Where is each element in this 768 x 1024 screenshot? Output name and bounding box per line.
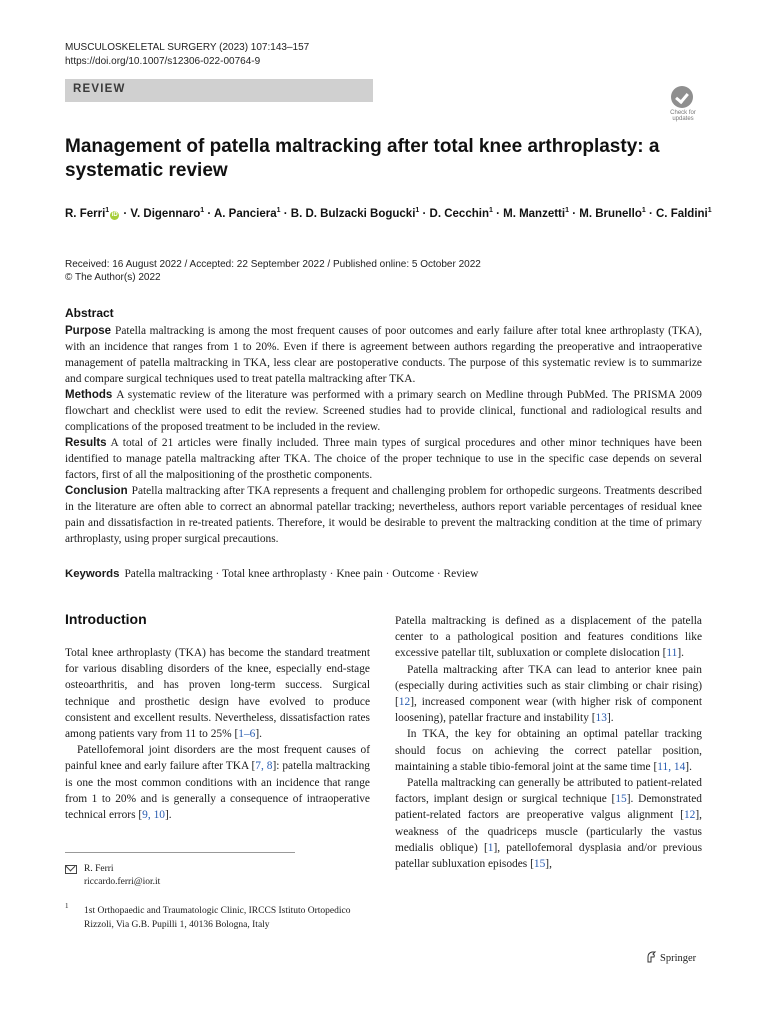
- abstract-conclusion: [65, 483, 702, 547]
- publisher-logo: [646, 951, 696, 964]
- body-paragraph: Patella maltracking can generally be attributed to patient-related factors, implant design or surgical technique [15]. Demonstrated patient-related factors are preoperative valgus alignment [12], weakness of the quadriceps muscle (particularly the vastus medialis oblique) [1], patellofemoral dysplasia and/or previous patellar subluxation episodes [15],: [395, 777, 703, 871]
- author-name[interactable]: B. D. Bulzacki Bogucki: [290, 207, 416, 220]
- footnote-divider: [65, 852, 295, 853]
- citation-link[interactable]: 11: [666, 647, 678, 660]
- author-separator: ·: [204, 207, 214, 220]
- body-paragraph: Patella maltracking is defined as a displacement of the patella center to a pathological position and features conditions like excessive patellar tilt, subluxation or complete dislocation [11].: [395, 615, 702, 660]
- author-name[interactable]: M. Brunello: [579, 207, 642, 220]
- affiliation-text: 1st Orthopaedic and Traumatologic Clinic, IRCCS Istituto Ortopedico Rizzoli, Via G.B. Pupilli 1, 40136 Bologna, Italy: [84, 906, 351, 930]
- author-affiliation-mark: 1: [641, 207, 646, 214]
- purpose-text: Patella maltracking is among the most frequent causes of poor outcomes and early failure after total knee arthroplasty (TKA), with an incidence that ranges from 1 to 20%. Even if there is agreement between authors regarding the preoperative and intraoperative management of patella maltracking in TKA, less clear are postoperative conducts. The purpose of this systematic review is to summarize and compare surgical techniques used to treat patella maltracking after TKA.: [65, 325, 702, 385]
- purpose-label: Purpose: [65, 325, 112, 337]
- citation-link[interactable]: 7, 8: [255, 760, 273, 773]
- author-separator: ·: [280, 207, 291, 220]
- body-paragraph: Total knee arthroplasty (TKA) has become the standard treatment for various disabling disorders of the knee, especially end-stage osteoarthritis, and has proven long-term success. Surgical technique and prosthetic design have evolved to produce consistent and excellent results. Nevertheless, dissatisfaction rates among patients vary from 11 to 25% [1–6].: [65, 647, 370, 741]
- body-column-left: [65, 645, 370, 823]
- journal-citation: MUSCULOSKELETAL SURGERY (2023) 107:143–157: [65, 42, 310, 53]
- badge-line-2: updates: [672, 116, 694, 122]
- abstract-results: [65, 435, 702, 483]
- results-text: A total of 21 articles were finally included. Three main types of surgical procedures and other minor techniques have been identified to manage patella maltracking after TKA. The choice of the proper technique to use in the specific case depends on several factors, first of all the malpositioning of the prosthetic components.: [65, 437, 702, 481]
- author-affiliation-mark: 1: [415, 207, 420, 214]
- keywords-text: Patella maltracking · Total knee arthroplasty · Knee pain · Outcome · Review: [124, 568, 479, 580]
- conclusion-text: Patella maltracking after TKA represents a frequent and challenging problem for orthopedic surgeons. Treatments described in the literature are often able to correct an abnormal patellar tracking; nevertheless, authors report variable percentages of residual knee pain and dissatisfaction in re-treated patients. Therefore, it would be desirable to prevent the maltracking condition at the time of primary arthroplasty, using proper surgical precautions.: [65, 485, 702, 545]
- citation-link[interactable]: 11, 14: [657, 760, 686, 773]
- badge-line-1: Check for: [670, 110, 696, 116]
- body-paragraph: Patellofemoral joint disorders are the most frequent causes of painful knee and early failure after TKA [7, 8]: patella maltracking is one the most common conditions with an incidence that range from 1 to 20% and is generally a consequence of intraoperative technical errors [9, 10].: [65, 744, 370, 822]
- check-updates-icon: [671, 86, 693, 108]
- introduction-heading: Introduction: [65, 611, 147, 627]
- author-name[interactable]: D. Cecchin: [429, 207, 489, 220]
- author-separator: ·: [569, 207, 580, 220]
- abstract-body: [65, 323, 702, 547]
- author-separator: ·: [419, 207, 430, 220]
- abstract-purpose: [65, 323, 702, 387]
- author-name[interactable]: R. Ferri: [65, 207, 106, 220]
- doi-link[interactable]: https://doi.org/10.1007/s12306-022-00764-9: [65, 56, 261, 67]
- citation-link[interactable]: 13: [595, 712, 607, 725]
- citation-link[interactable]: 1–6: [238, 728, 256, 741]
- publication-dates: Received: 16 August 2022 / Accepted: 22 September 2022 / Published online: 5 October 2022: [65, 259, 481, 270]
- corresponding-author-name: R. Ferri: [84, 864, 114, 874]
- author-name[interactable]: V. Digennaro: [130, 207, 201, 220]
- body-paragraph: Patella maltracking after TKA can lead to anterior knee pain (especially during activities such as stair climbing or chair rising) [12], increased component wear (with higher risk of component loosening), patellar fracture and instability [13].: [395, 663, 702, 725]
- copyright-line: © The Author(s) 2022: [65, 272, 161, 283]
- affiliation-number: 1: [65, 902, 69, 910]
- author-separator: ·: [120, 207, 131, 220]
- citation-link[interactable]: 15: [533, 858, 546, 871]
- citation-link[interactable]: 12: [398, 696, 411, 709]
- methods-label: Methods: [65, 389, 113, 401]
- body-column-right: [395, 613, 702, 872]
- body-paragraph: In TKA, the key for obtaining an optimal patellar tracking should focus on achieving the correct patellar position, maintaining a stable tibio-femoral joint at the same time [11, 14].: [395, 728, 702, 773]
- author-name[interactable]: M. Manzetti: [503, 207, 566, 220]
- publisher-name: Springer: [660, 953, 697, 964]
- author-separator: ·: [645, 207, 656, 220]
- corresponding-author-email[interactable]: riccardo.ferri@ior.it: [84, 877, 161, 887]
- author-list: [65, 203, 715, 222]
- author-affiliation-mark: 1: [488, 207, 493, 214]
- author-separator: ·: [492, 207, 504, 220]
- citation-link[interactable]: 1: [487, 841, 494, 854]
- methods-text: A systematic review of the literature was performed with a primary search on Medline through PubMed. The PRISMA 2009 flowchart and checklist were used to edit the review. Screened studies had to provide clinical, functional and radiological results and complications of the proposed treatment to be included in the review.: [65, 389, 702, 433]
- check-for-updates-badge[interactable]: [664, 84, 702, 122]
- author-affiliation-mark: 1: [565, 207, 569, 214]
- results-label: Results: [65, 437, 107, 449]
- author-affiliation-mark: 1: [276, 207, 281, 214]
- conclusion-label: Conclusion: [65, 485, 128, 497]
- author-affiliation-mark: 1: [707, 207, 712, 214]
- keywords: [65, 566, 702, 582]
- orcid-icon[interactable]: iD: [111, 211, 118, 218]
- abstract-methods: [65, 387, 702, 435]
- author-name[interactable]: A. Panciera: [213, 207, 277, 220]
- author-affiliation-mark: 1: [200, 207, 205, 214]
- abstract-heading: Abstract: [65, 306, 114, 320]
- author-affiliation-mark: 1: [105, 207, 110, 214]
- citation-link[interactable]: 15: [615, 793, 627, 806]
- keywords-label: Keywords: [65, 568, 120, 580]
- springer-horse-icon: [646, 951, 657, 963]
- section-label: REVIEW: [73, 83, 126, 95]
- article-title: Management of patella maltracking after total knee arthroplasty: a systematic review: [65, 136, 660, 181]
- citation-link[interactable]: 9, 10: [142, 809, 165, 822]
- citation-link[interactable]: 12: [683, 809, 696, 822]
- author-name[interactable]: C. Faldini: [656, 207, 708, 220]
- envelope-icon: [65, 865, 77, 874]
